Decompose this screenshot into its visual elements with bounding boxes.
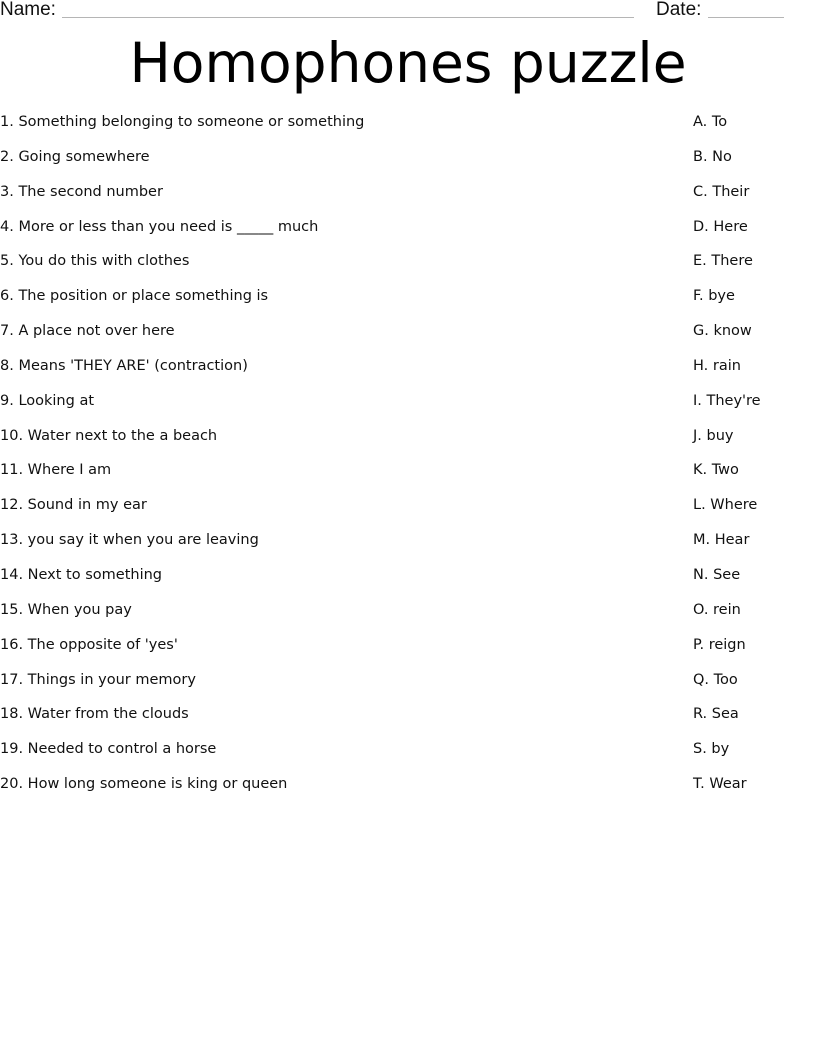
date-label: Date: — [656, 0, 702, 20]
answer-item: T. Wear — [693, 776, 747, 793]
answer-item: E. There — [693, 253, 753, 270]
clue-list — [0, 111, 660, 808]
clue-item: 9. Looking at — [0, 392, 95, 409]
clue-item: 19. Needed to control a horse — [0, 741, 217, 758]
date-field-line — [708, 17, 784, 18]
clue-item: 1. Something belonging to someone or something — [0, 114, 365, 130]
clue-item: 7. A place not over here — [0, 323, 175, 340]
answer-item: B. No — [693, 148, 732, 165]
worksheet-header — [0, 0, 816, 24]
answer-item: R. Sea — [693, 706, 739, 723]
clue-item: 11. Where I am — [0, 462, 112, 479]
answer-item: F. bye — [693, 288, 735, 305]
name-field-line — [62, 17, 634, 18]
answer-item: C. Their — [693, 183, 750, 200]
clue-item: 12. Sound in my ear — [0, 497, 147, 514]
name-label: Name: — [0, 0, 56, 20]
answer-item: M. Hear — [693, 532, 750, 549]
clue-item: 6. The position or place something is — [0, 288, 269, 305]
answer-item: S. by — [693, 741, 730, 758]
answer-item: N. See — [693, 566, 741, 583]
clue-item: 10. Water next to the a beach — [0, 427, 218, 444]
clue-item: 13. you say it when you are leaving — [0, 532, 259, 549]
clue-item: 2. Going somewhere — [0, 148, 150, 165]
answer-item: O. rein — [693, 601, 741, 618]
answer-item: L. Where — [693, 497, 758, 514]
clue-item: 16. The opposite of 'yes' — [0, 636, 178, 653]
answer-item: P. reign — [693, 636, 746, 653]
clue-item: 18. Water from the clouds — [0, 706, 189, 723]
answer-item: I. They're — [693, 392, 761, 409]
clue-item: 3. The second number — [0, 183, 163, 200]
clue-item: 5. You do this with clothes — [0, 253, 190, 270]
answer-item: G. know — [693, 323, 752, 340]
answer-item: J. buy — [693, 427, 734, 444]
clue-item: 20. How long someone is king or queen — [0, 776, 288, 793]
answer-item: H. rain — [693, 357, 741, 374]
page-title: Homophones puzzle — [129, 31, 687, 95]
answer-item: D. Here — [693, 218, 748, 235]
clue-item: 4. More or less than you need is _____ much — [0, 218, 319, 235]
answer-list — [693, 111, 813, 808]
clue-item: 8. Means 'THEY ARE' (contraction) — [0, 357, 248, 374]
answer-item: A. To — [693, 114, 728, 130]
clue-item: 15. When you pay — [0, 601, 132, 618]
clue-item: 17. Things in your memory — [0, 671, 196, 688]
clue-item: 14. Next to something — [0, 566, 162, 583]
answer-item: Q. Too — [693, 671, 738, 688]
answer-item: K. Two — [693, 462, 739, 479]
